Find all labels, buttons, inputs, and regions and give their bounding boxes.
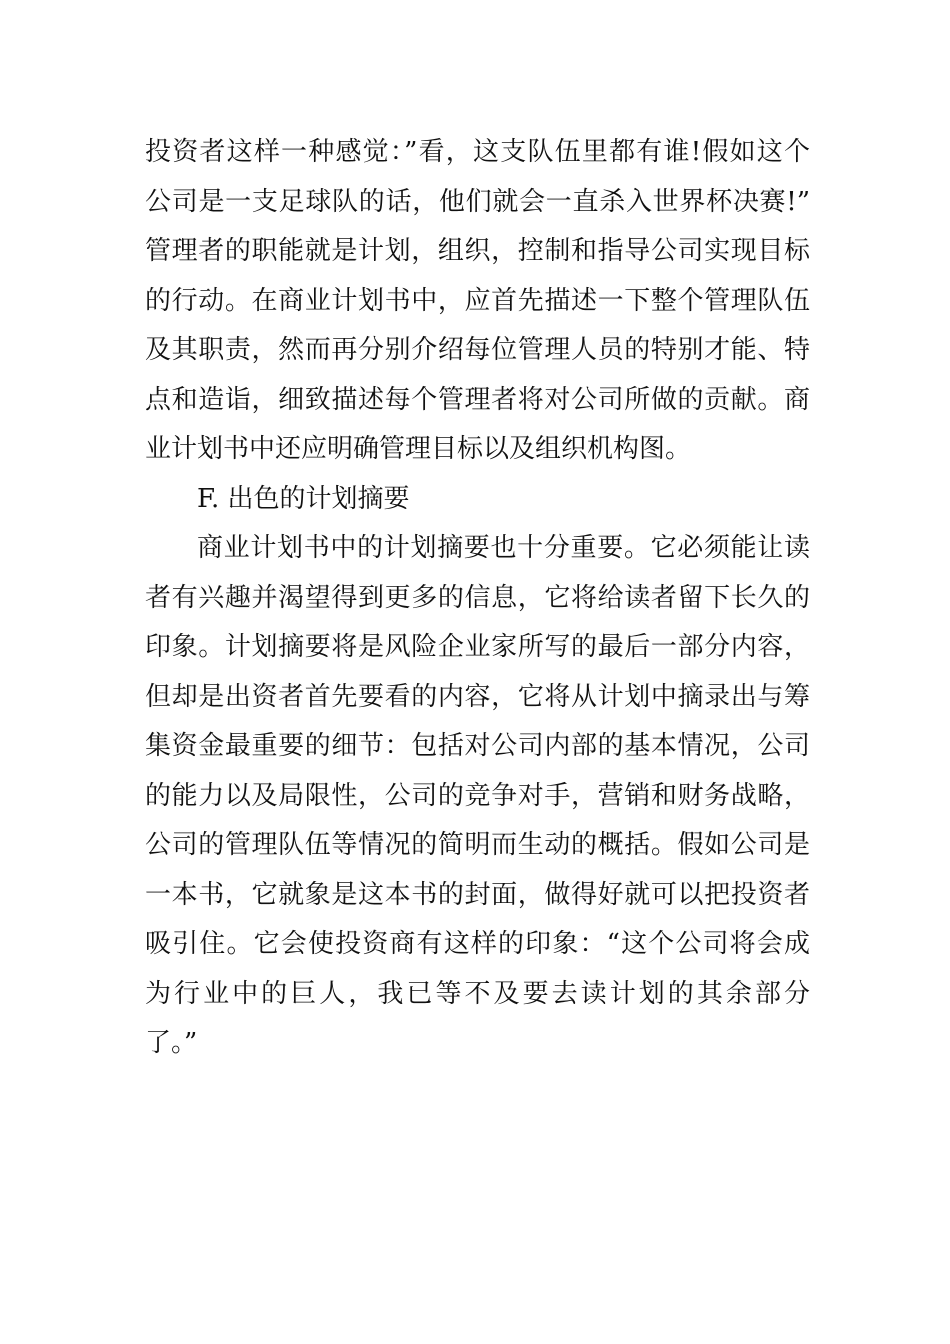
text-line: 公司是一支足球队的话，他们就会一直杀入世界杯决赛!” xyxy=(145,186,810,217)
text-line: 及其职责，然而再分别介绍每位管理人员的特别才能、特 xyxy=(145,335,810,365)
section-heading: F. 出色的计划摘要 xyxy=(197,483,410,514)
text-line: 集资金最重要的细节：包括对公司内部的基本情况，公司 xyxy=(145,731,810,761)
text-line: 商业计划书中的计划摘要也十分重要。它必须能让读 xyxy=(197,533,810,563)
text-line: 业计划书中还应明确管理目标以及组织机构图。 xyxy=(145,434,692,464)
text-line: 了。” xyxy=(145,1028,198,1058)
text-line: 投资者这样一种感觉：”看，这支队伍里都有谁!假如这个 xyxy=(145,137,810,167)
text-line: 印象。计划摘要将是风险企业家所写的最后一部分内容， xyxy=(145,632,810,662)
text-line: 公司的管理队伍等情况的简明而生动的概括。假如公司是 xyxy=(145,830,810,860)
document-body xyxy=(145,128,810,1069)
text-line: 的行动。在商业计划书中，应首先描述一下整个管理队伍 xyxy=(145,285,810,316)
text-line: 吸引住。它会使投资商有这样的印象：“这个公司将会成 xyxy=(145,929,810,959)
text-line: 的能力以及局限性，公司的竞争对手，营销和财务战略， xyxy=(145,780,810,811)
text-line: 但却是出资者首先要看的内容，它将从计划中摘录出与筹 xyxy=(145,681,810,712)
text-line: 为行业中的巨人，我已等不及要去读计划的其余部分 xyxy=(145,978,810,1009)
text-line: 管理者的职能就是计划，组织，控制和指导公司实现目标 xyxy=(145,236,810,266)
text-line: 点和造诣，细致描述每个管理者将对公司所做的贡献。商 xyxy=(145,384,810,415)
text-line: 者有兴趣并渴望得到更多的信息，它将给读者留下长久的 xyxy=(145,582,810,613)
text-line: 一本书，它就象是这本书的封面，做得好就可以把投资者 xyxy=(145,879,810,910)
